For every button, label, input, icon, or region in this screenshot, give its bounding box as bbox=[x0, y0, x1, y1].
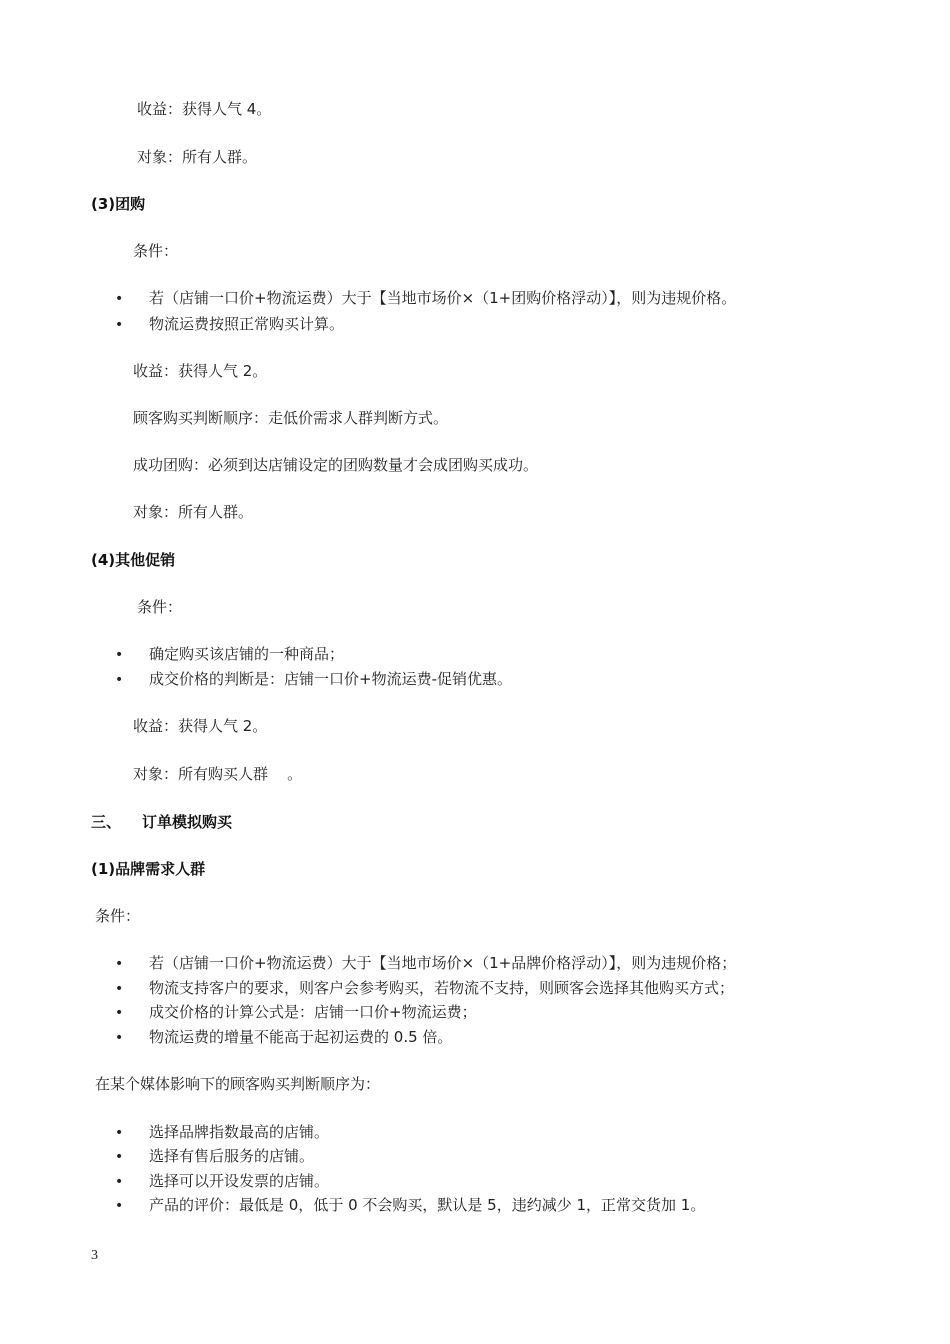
list-item-text: 物流运费的增量不能高于起初运费的 0.5 倍。 bbox=[149, 1028, 453, 1046]
list-item bbox=[115, 1002, 477, 1023]
section-heading-other-promo: (4)其他促销 bbox=[91, 551, 176, 569]
list-item-text: 物流支持客户的要求，则客户会参考购买，若物流不支持，则顾客会选择其他购买方式； bbox=[149, 979, 735, 997]
part-number: 三、 bbox=[91, 813, 122, 831]
income-text: 收益：获得人气 2。 bbox=[133, 362, 268, 380]
condition-label: 条件： bbox=[95, 907, 141, 925]
income-text: 收益：获得人气 4。 bbox=[137, 100, 272, 118]
list-item bbox=[115, 978, 734, 999]
list-item bbox=[115, 1146, 314, 1167]
bullet-icon: • bbox=[115, 291, 124, 307]
list-item bbox=[115, 1195, 705, 1216]
list-item bbox=[115, 1122, 329, 1143]
bullet-icon: • bbox=[115, 1198, 124, 1214]
bullet-icon: • bbox=[115, 317, 124, 333]
list-item-text: 选择品牌指数最高的店铺。 bbox=[149, 1123, 330, 1141]
income-text: 收益：获得人气 2。 bbox=[133, 717, 268, 735]
list-item bbox=[115, 669, 512, 690]
bullet-icon: • bbox=[115, 1149, 124, 1165]
target-text: 对象：所有人群。 bbox=[133, 503, 254, 521]
bullet-icon: • bbox=[115, 647, 124, 663]
list-item bbox=[115, 1171, 329, 1192]
page-number: 3 bbox=[91, 1248, 98, 1263]
list-item-text: 物流运费按照正常购买计算。 bbox=[149, 315, 345, 333]
condition-label: 条件： bbox=[137, 598, 183, 616]
list-item-text: 选择可以开设发票的店铺。 bbox=[149, 1172, 330, 1190]
list-item bbox=[115, 953, 736, 974]
bullet-icon: • bbox=[115, 672, 124, 688]
list-item-text: 成交价格的判断是：店铺一口价+物流运费-促销优惠。 bbox=[149, 670, 512, 688]
part-title: 订单模拟购买 bbox=[142, 813, 233, 831]
order-intro-text: 在某个媒体影响下的顾客购买判断顺序为： bbox=[95, 1075, 381, 1093]
list-item bbox=[115, 1027, 452, 1048]
list-item-text: 若（店铺一口价+物流运费）大于【当地市场价×（1+品牌价格浮动）】，则为违规价格； bbox=[149, 954, 737, 972]
condition-label: 条件： bbox=[133, 242, 179, 260]
target-text: 对象：所有购买人群 。 bbox=[133, 765, 303, 783]
list-item-text: 产品的评价：最低是 0，低于 0 不会购买，默认是 5，违约减少 1，正常交货加 1。 bbox=[149, 1196, 706, 1214]
order-text: 顾客购买判断顺序：走低价需求人群判断方式。 bbox=[133, 409, 449, 427]
bullet-icon: • bbox=[115, 956, 124, 972]
bullet-icon: • bbox=[115, 1030, 124, 1046]
target-text: 对象：所有人群。 bbox=[137, 148, 258, 166]
section-heading-group-buy: (3)团购 bbox=[91, 195, 146, 213]
list-item bbox=[115, 288, 736, 309]
bullet-icon: • bbox=[115, 981, 124, 997]
list-item-text: 选择有售后服务的店铺。 bbox=[149, 1147, 315, 1165]
list-item-text: 确定购买该店铺的一种商品； bbox=[149, 645, 345, 663]
list-item bbox=[115, 314, 344, 335]
success-text: 成功团购：必须到达店铺设定的团购数量才会成团购买成功。 bbox=[133, 456, 539, 474]
bullet-icon: • bbox=[115, 1174, 124, 1190]
bullet-icon: • bbox=[115, 1005, 124, 1021]
list-item-text: 若（店铺一口价+物流运费）大于【当地市场价×（1+团购价格浮动）】，则为违规价格。 bbox=[149, 289, 737, 307]
list-item bbox=[115, 644, 344, 665]
bullet-icon: • bbox=[115, 1125, 124, 1141]
section-heading-brand: (1)品牌需求人群 bbox=[91, 860, 206, 878]
list-item-text: 成交价格的计算公式是：店铺一口价+物流运费； bbox=[149, 1003, 477, 1021]
